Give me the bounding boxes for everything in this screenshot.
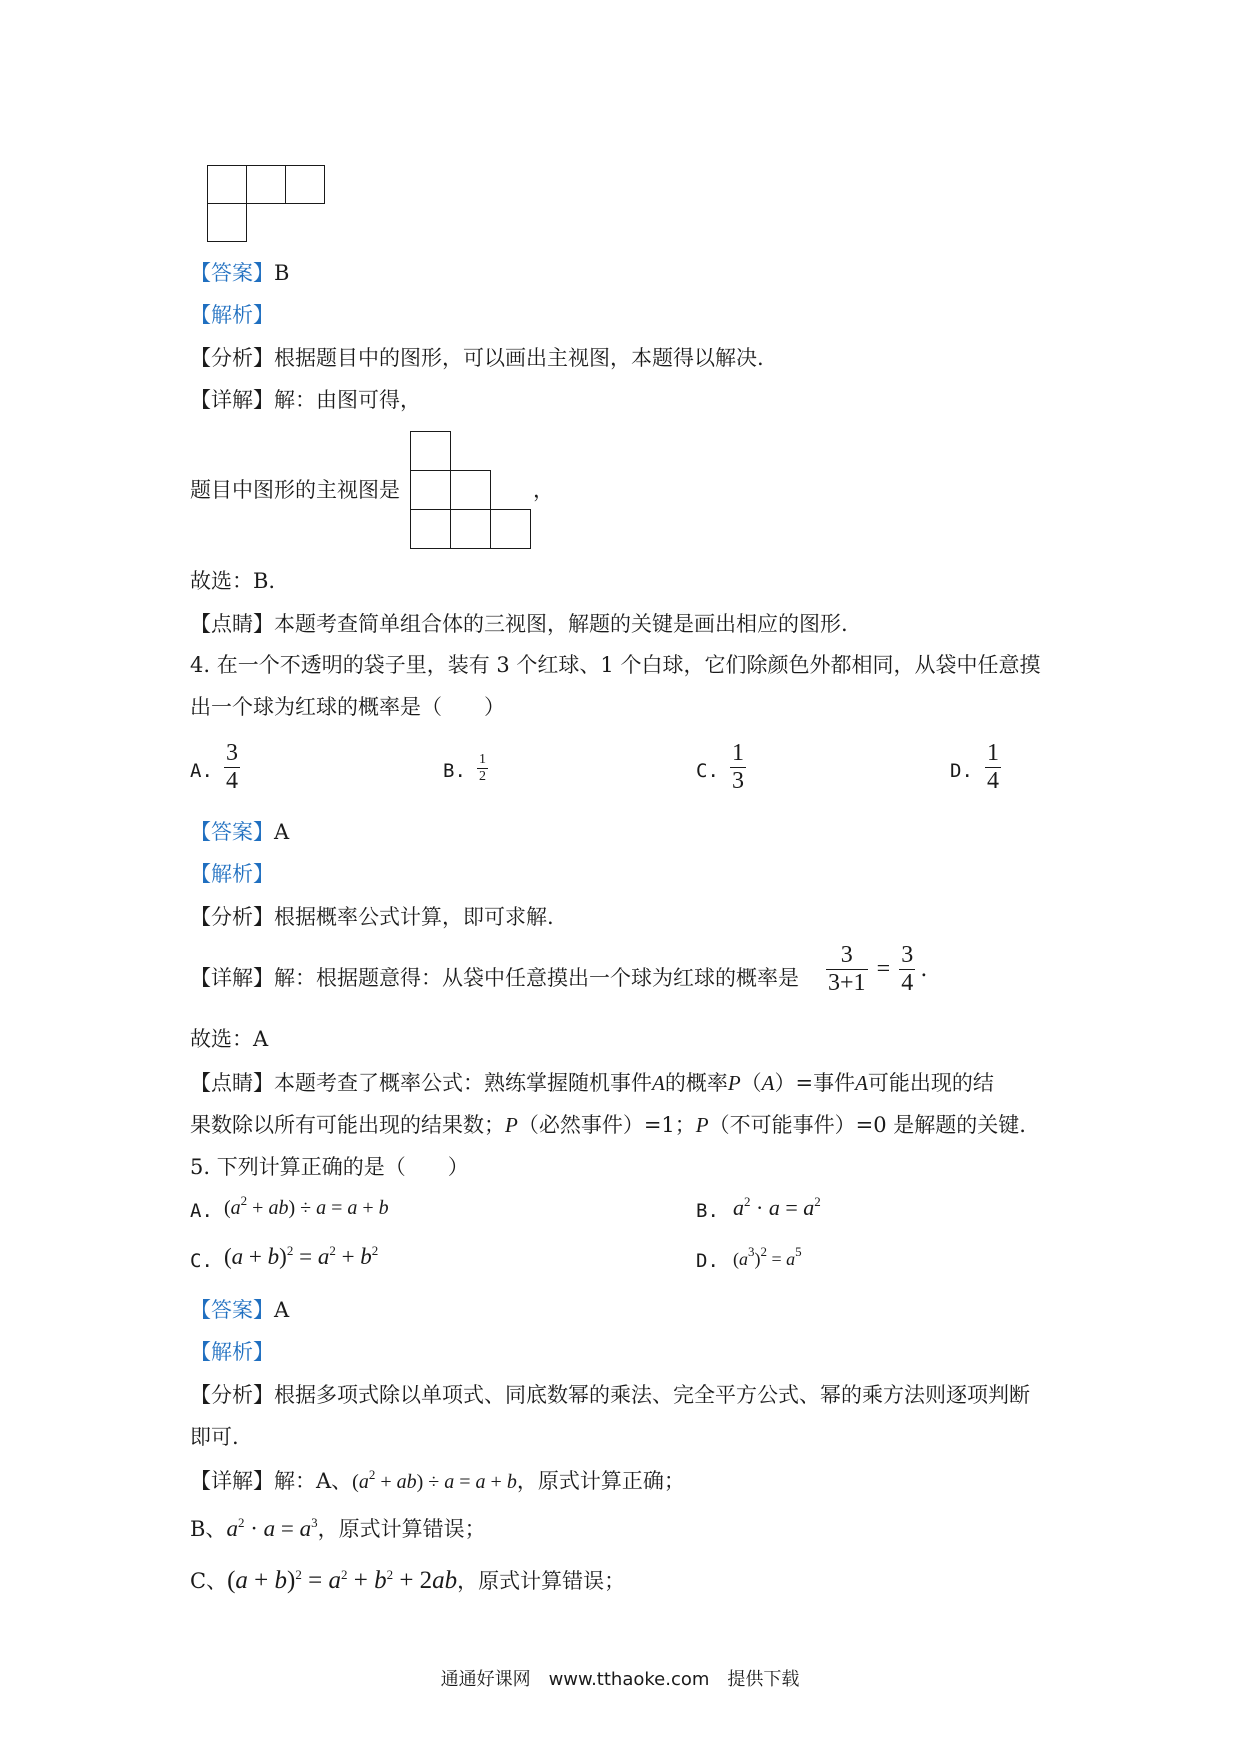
analysis-tag: 【解析】 [190,862,274,886]
fenxi-tag: 【分析】 [190,905,274,929]
dianjing-text: （ [740,1071,762,1095]
figure-cell [450,470,491,510]
frac-num: 1 [732,740,744,766]
prob-p: P [695,1113,709,1137]
figure-cell [410,470,451,510]
equals-sign: = [876,956,891,982]
q4-option-b [477,752,488,785]
dianjing-text: 可能出现的结 [867,1071,994,1095]
q4-option-d-label: D. [950,760,973,782]
dianjing-text: 的概率 [664,1071,728,1095]
dianjing-tag: 【点睛】 [190,1071,274,1095]
answer-line [190,817,289,847]
event-a: A [652,1071,665,1095]
dianjing-text: （必然事件）=1； [517,1113,696,1137]
xiangjie-line [190,963,799,993]
analysis-line [190,1337,274,1367]
analysis-line [190,859,274,889]
fenxi-line [190,902,554,932]
frac-den: 4 [987,768,999,794]
q5-option-d-formula: $(a^3)^2 = a^5$ [733,1244,802,1269]
frac-den: 3 [732,768,744,794]
answer-tag: 【答案】 [190,820,274,844]
q4-option-c-label: C. [696,760,719,782]
q4-option-c [730,740,746,795]
frac-num: 3 [226,740,238,766]
q5-option-b-label: B. [696,1200,719,1222]
xiangjie-a-formula: $(a^2 + ab) \div a = a + b$ [352,1467,517,1493]
fenxi-text: 即可. [190,1425,239,1449]
xiangjie-line [190,385,421,415]
xiangjie-text: B、 [190,1517,227,1541]
main-view-comma [533,475,554,505]
xiangjie-line-c [190,1566,625,1596]
analysis-line [190,300,274,330]
analysis-tag: 【解析】 [190,1340,274,1364]
dianjing-line [190,609,848,639]
figure-cell [207,165,247,204]
main-view-text: 题目中图形的主视图是 [190,478,400,502]
guxuan-text: 故选：A [190,1027,269,1051]
figure-cell [285,165,325,204]
figure-cell [410,431,451,471]
xiangjie-tag: 【详解】 [190,966,274,990]
frac-num: 1 [479,752,486,767]
frac-den: 2 [479,769,486,784]
fenxi-line-2 [190,1422,239,1452]
page-footer: 通通好课网 www.tthaoke.com 提供下载 [440,1669,800,1690]
answer-tag: 【答案】 [190,1298,274,1322]
answer-value: A [274,820,290,844]
frac-den: 3+1 [828,970,866,996]
answer-line [190,1295,289,1325]
dianjing-text: 果数除以所有可能出现的结果数； [190,1113,505,1137]
dianjing-text: ）=事件 [774,1071,856,1095]
figure-cell [490,509,531,549]
dianjing-text: （不可能事件）=0 是解题的关键. [708,1113,1026,1137]
xiangjie-text: 解：A、 [274,1469,353,1493]
prob-p: P [727,1071,741,1095]
figure-cell [246,165,286,204]
fenxi-line-1 [190,1380,1030,1410]
q5-option-b-formula: $a^2 \cdot a = a^2$ [733,1194,821,1220]
q5-option-d-label: D. [696,1250,719,1272]
q4-option-a [224,740,240,795]
guxuan-line [190,1024,268,1054]
dianjing-text: 本题考查简单组合体的三视图，解题的关键是画出相应的图形. [274,612,848,636]
period: . [920,957,928,982]
figure-cell [410,509,451,549]
event-a: A [761,1071,775,1095]
comma-text: ， [533,478,554,502]
xiangjie-line-b [190,1514,486,1544]
fenxi-tag: 【分析】 [190,1383,274,1407]
analysis-tag: 【解析】 [190,303,274,327]
answer-line [190,258,289,288]
frac-den: 4 [901,970,914,996]
main-view-line [190,475,400,505]
fenxi-text: 根据题目中的图形，可以画出主视图，本题得以解决. [274,346,764,370]
q4-option-a-label: A. [190,760,213,782]
figure-cell [207,203,247,242]
xiangjie-line-a [190,1466,685,1497]
question-figure [207,165,327,243]
guxuan-text: 故选：B. [190,569,276,593]
figure-cell [450,509,491,549]
q5-option-a-label: A. [190,1200,213,1222]
xiangjie-text: C、 [190,1569,228,1593]
fenxi-tag: 【分析】 [190,346,274,370]
q4-stem-line-1 [190,650,1040,680]
q4-option-d [985,740,1001,795]
q5-stem-text: 5. 下列计算正确的是（ ） [190,1155,469,1179]
q5-option-c-label: C. [190,1250,213,1272]
probability-expression [826,942,927,997]
answer-tag: 【答案】 [190,261,274,285]
prob-p: P [505,1113,518,1137]
xiangjie-text: 解：根据题意得：从袋中任意摸出一个球为红球的概率是 [274,966,799,990]
xiangjie-text: ，原式计算错误； [457,1569,626,1593]
frac-num: 3 [901,942,914,968]
xiangjie-text: ，原式计算错误； [317,1517,486,1541]
fenxi-text: 根据多项式除以单项式、同底数幂的乘法、完全平方公式、幂的乘方法则逐项判断 [274,1383,1030,1407]
frac-num: 1 [987,740,999,766]
fenxi-text: 根据概率公式计算，即可求解. [274,905,554,929]
dianjing-tag: 【点睛】 [190,612,274,636]
answer-value: B [274,261,290,285]
frac-num: 3 [840,942,853,968]
xiangjie-c-formula: $(a + b)^2 = a^2 + b^2 + 2ab$ [227,1567,458,1594]
dianjing-line-2 [190,1110,1026,1140]
q5-option-c-formula: $(a + b)^2 = a^2 + b^2$ [224,1243,379,1269]
xiangjie-text: 解：由图可得， [274,388,421,412]
q5-stem-line [190,1152,469,1182]
q5-option-a-formula: $(a^2 + ab) \div a = a + b$ [224,1193,389,1219]
xiangjie-tag: 【详解】 [190,1469,274,1493]
main-view-figure [410,431,532,549]
event-a: A [855,1071,868,1095]
q4-option-b-label: B. [443,760,466,782]
frac-den: 4 [226,768,238,794]
guxuan-line [190,566,275,596]
q4-stem-text: 4. 在一个不透明的袋子里，装有 3 个红球、1 个白球，它们除颜色外都相同，从袋中任意摸 [190,653,1041,677]
xiangjie-text: ，原式计算正确； [516,1469,685,1493]
xiangjie-tag: 【详解】 [190,388,274,412]
xiangjie-b-formula: $a^2 \cdot a = a^3$ [226,1515,318,1541]
q4-stem-line-2 [190,692,505,722]
answer-value: A [274,1298,290,1322]
q4-stem-text: 出一个球为红球的概率是（ ） [190,695,505,719]
fenxi-line [190,343,764,373]
dianjing-line-1 [190,1068,994,1098]
dianjing-text: 本题考查了概率公式：熟练掌握随机事件 [274,1071,652,1095]
